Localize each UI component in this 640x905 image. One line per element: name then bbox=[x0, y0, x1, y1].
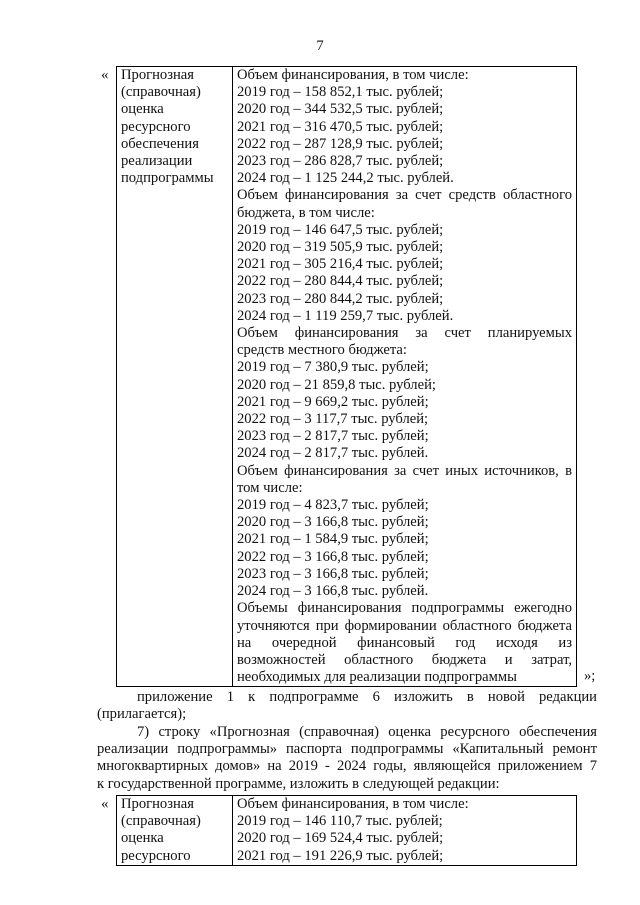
table2-open-quote: « bbox=[101, 796, 109, 812]
funding-line: Объем финансирования за счет планируемых bbox=[237, 325, 572, 342]
funding-line: возможностей областного бюджета и затрат, bbox=[237, 651, 572, 668]
resource-estimate-table bbox=[116, 66, 577, 687]
table1-open-quote: « bbox=[101, 67, 109, 83]
funding-line: 2024 год – 1 119 259,7 тыс. рублей. bbox=[237, 307, 454, 324]
funding-line: 2021 год – 9 669,2 тыс. рублей; bbox=[237, 393, 429, 410]
table1-label-line: оценка bbox=[121, 101, 164, 118]
funding-line: 2019 год – 7 380,9 тыс. рублей; bbox=[237, 359, 429, 376]
funding-line: 2024 год – 3 166,8 тыс. рублей. bbox=[237, 583, 429, 600]
funding-line: Объем финансирования, в том числе: bbox=[237, 67, 469, 83]
table1-value-cell bbox=[233, 67, 577, 687]
funding-line: 2022 год – 287 128,9 тыс. рублей; bbox=[237, 135, 444, 152]
table1-label-line: подпрограммы bbox=[121, 170, 214, 187]
table2-label-cell bbox=[117, 796, 233, 866]
funding-line: бюджета, в том числе: bbox=[237, 204, 375, 221]
funding-line: 2019 год – 146 110,7 тыс. рублей; bbox=[237, 813, 443, 830]
funding-line: на очередной финансовый год исходя из bbox=[237, 634, 572, 651]
appendix-line-2: (прилагается); bbox=[97, 706, 187, 723]
item-7-line-4: к государственной программе, изложить в следующей редакции: bbox=[97, 775, 500, 792]
funding-line: 2022 год – 280 844,4 тыс. рублей; bbox=[237, 273, 444, 290]
table1-label-line: реализации bbox=[121, 153, 193, 170]
item-7-line-2: реализации подпрограммы» паспорта подпрограммы «Капитальный ремонт bbox=[97, 741, 597, 758]
table1-label-cell bbox=[117, 67, 233, 687]
funding-line: уточняются при формировании областного бюджета bbox=[237, 617, 572, 634]
funding-line: 2021 год – 191 226,9 тыс. рублей; bbox=[237, 847, 444, 864]
table2-value-cell bbox=[233, 796, 577, 866]
funding-line: 2022 год – 3 166,8 тыс. рублей; bbox=[237, 548, 429, 565]
item-7-line-3: многоквартирных домов» на 2019 - 2024 годы, являющейся приложением 7 bbox=[97, 758, 597, 775]
funding-line: Объем финансирования за счет иных источников, в bbox=[237, 462, 572, 479]
funding-line: том числе: bbox=[237, 479, 303, 496]
funding-line: 2024 год – 2 817,7 тыс. рублей. bbox=[237, 445, 429, 462]
funding-line: 2023 год – 280 844,2 тыс. рублей; bbox=[237, 290, 444, 307]
table2-label-line: (справочная) bbox=[121, 813, 201, 830]
funding-line: 2019 год – 4 823,7 тыс. рублей; bbox=[237, 497, 429, 514]
funding-line: 2019 год – 158 852,1 тыс. рублей; bbox=[237, 84, 444, 101]
table2-label-line: Прогнозная bbox=[121, 796, 194, 812]
table2-label-line: оценка bbox=[121, 830, 164, 847]
funding-line: необходимых для реализации подпрограммы bbox=[237, 669, 517, 686]
resource-estimate-table-2 bbox=[116, 795, 577, 866]
funding-line: Объем финансирования за счет средств областного bbox=[237, 187, 572, 204]
funding-line: 2023 год – 286 828,7 тыс. рублей; bbox=[237, 153, 444, 170]
funding-line: Объем финансирования, в том числе: bbox=[237, 796, 469, 812]
funding-line: Объемы финансирования подпрограммы ежегодно bbox=[237, 600, 572, 617]
item-7-paragraph bbox=[97, 724, 597, 793]
funding-line: 2021 год – 305 216,4 тыс. рублей; bbox=[237, 256, 444, 273]
appendix-line-1: приложение 1 к подпрограмме 6 изложить в новой редакции bbox=[137, 689, 597, 705]
funding-line: 2020 год – 21 859,8 тыс. рублей; bbox=[237, 376, 436, 393]
funding-line: 2022 год – 3 117,7 тыс. рублей; bbox=[237, 411, 429, 428]
funding-line: 2023 год – 2 817,7 тыс. рублей; bbox=[237, 428, 429, 445]
appendix-paragraph bbox=[97, 689, 597, 723]
funding-line: 2020 год – 344 532,5 тыс. рублей; bbox=[237, 101, 444, 118]
funding-line: 2020 год – 169 524,4 тыс. рублей; bbox=[237, 830, 444, 847]
item-7-line-1: 7) строку «Прогнозная (справочная) оценка ресурсного обеспечения bbox=[137, 724, 597, 740]
funding-line: 2024 год – 1 125 244,2 тыс. рублей. bbox=[237, 170, 454, 187]
funding-line: 2020 год – 319 505,9 тыс. рублей; bbox=[237, 239, 444, 256]
table1-label-line: (справочная) bbox=[121, 84, 201, 101]
page-number: 7 bbox=[316, 38, 324, 54]
funding-line: 2019 год – 146 647,5 тыс. рублей; bbox=[237, 221, 444, 238]
funding-line: 2023 год – 3 166,8 тыс. рублей; bbox=[237, 565, 429, 582]
table2-label-line: ресурсного bbox=[121, 847, 191, 864]
funding-line: 2021 год – 1 584,9 тыс. рублей; bbox=[237, 531, 429, 548]
funding-line: 2020 год – 3 166,8 тыс. рублей; bbox=[237, 514, 429, 531]
table1-label-line: обеспечения bbox=[121, 135, 199, 152]
funding-line: 2021 год – 316 470,5 тыс. рублей; bbox=[237, 118, 444, 135]
table1-close-quote: »; bbox=[584, 668, 596, 684]
table1-label-line: ресурсного bbox=[121, 118, 191, 135]
table1-label-line: Прогнозная bbox=[121, 67, 194, 83]
funding-line: средств местного бюджета: bbox=[237, 342, 407, 359]
